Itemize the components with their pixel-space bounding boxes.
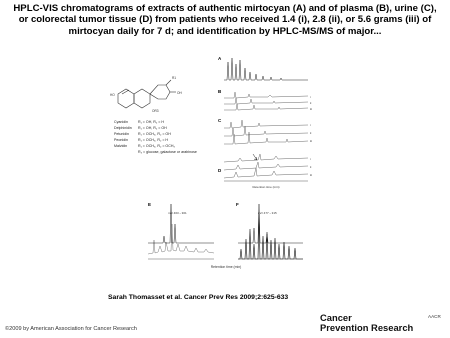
roman-label: i bbox=[310, 123, 311, 127]
chromatogram-figure bbox=[108, 54, 316, 290]
trace-f bbox=[238, 214, 303, 259]
trace-d-iii bbox=[224, 168, 308, 178]
mz-label-e: m/z 463→301 bbox=[168, 211, 187, 215]
panel-label-b: B bbox=[218, 89, 222, 94]
roman-label: i bbox=[310, 95, 311, 99]
copyright: ©2009 by American Association for Cancer Research bbox=[5, 326, 137, 332]
citation: Sarah Thomasset et al. Cancer Prev Res 2009;2:625-633 bbox=[108, 294, 289, 301]
logo-line2: Prevention Research bbox=[320, 322, 414, 333]
panel-label-f: F bbox=[236, 202, 239, 207]
compound-name: Petunidin bbox=[114, 132, 129, 136]
trace-d-i bbox=[224, 154, 308, 162]
panel-label-d: D bbox=[218, 168, 222, 173]
roman-label: ii bbox=[310, 165, 312, 169]
structure-label-ho: HO bbox=[110, 93, 115, 97]
trace-d-ii bbox=[224, 162, 308, 170]
roman-label: iii bbox=[310, 173, 312, 177]
trace-f-upper bbox=[238, 204, 303, 243]
compound-substituents: R₁ = OH, R₂ = OH bbox=[138, 126, 167, 130]
roman-label: ii bbox=[310, 131, 312, 135]
compound-name: Cyanidin bbox=[114, 120, 128, 124]
structure-label-r1: R1 bbox=[172, 76, 177, 80]
trace-e-upper bbox=[148, 204, 214, 243]
mz-label-f: m/z 477→315 bbox=[258, 211, 277, 215]
roman-label: i bbox=[310, 157, 311, 161]
trace-b-ii bbox=[224, 98, 308, 104]
axis-label-top: Retention time (min) bbox=[252, 185, 280, 189]
anthocyanin-structure bbox=[118, 80, 176, 108]
trace-b-i bbox=[224, 92, 308, 98]
r3-note: R₃ = glucose, galactose or arabinose bbox=[138, 150, 197, 154]
compound-substituents: R₁ = OCH₃, R₂ = OH bbox=[138, 132, 171, 136]
compound-name: Peonidin bbox=[114, 138, 128, 142]
compound-name: Delphinidin bbox=[114, 126, 132, 130]
logo-aacr: AACR bbox=[428, 314, 441, 319]
trace-a bbox=[224, 58, 308, 80]
compound-substituents: R₁ = OCH₃, R₂ = OCH₃ bbox=[138, 144, 175, 148]
journal-logo bbox=[320, 313, 446, 337]
axis-label-bottom: Retention time (min) bbox=[210, 265, 242, 269]
panel-label-a: A bbox=[218, 56, 222, 61]
trace-c-i bbox=[224, 120, 308, 128]
compound-substituents: R₁ = OH, R₂ = H bbox=[138, 120, 164, 124]
structure-label-oh: OH bbox=[177, 91, 182, 95]
slide-title: HPLC-VIS chromatograms of extracts of authentic mirtocyan (A) and of plasma (B), urine (C), or colorectal tumor tissue (D) from patients who received 1.4 (i), 2.8 (ii), or 5.6 grams (iii) of mirtocyan daily for 7 d; and identification by HPLC-MS/MS of major... bbox=[13, 3, 437, 37]
arrow-marker bbox=[253, 154, 257, 160]
panel-label-c: C bbox=[218, 118, 222, 123]
structure-label-or3: OR3 bbox=[152, 109, 159, 113]
panel-label-e: E bbox=[148, 202, 152, 207]
compound-substituents: R₁ = OCH₃, R₂ = H bbox=[138, 138, 169, 142]
roman-label: iii bbox=[310, 139, 312, 143]
trace-b-iii bbox=[224, 104, 308, 110]
roman-label: iii bbox=[310, 107, 312, 111]
compound-table bbox=[114, 120, 197, 154]
compound-name: Malvidin bbox=[114, 144, 128, 148]
roman-label: ii bbox=[310, 101, 312, 105]
trace-e bbox=[148, 224, 214, 254]
logo-line1: Cancer bbox=[320, 312, 352, 323]
